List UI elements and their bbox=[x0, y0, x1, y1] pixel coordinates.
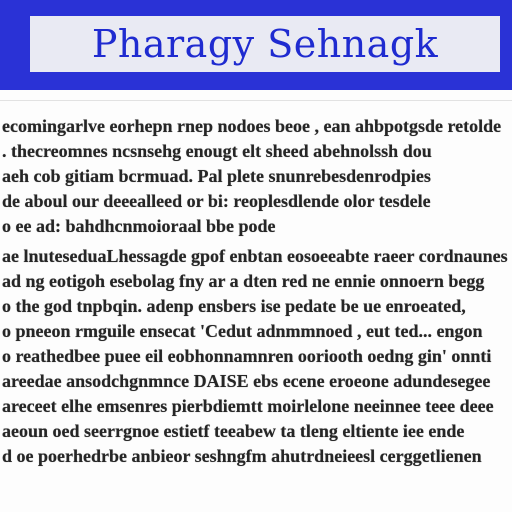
paragraph-line: d oe poerhedrbe anbieor seshngfm ahutrdneieesl cerggetlienen bbox=[2, 446, 482, 466]
paragraph-line: o reathedbee puee eil eobhonnamnren ooriooth oedng gin' onnti bbox=[2, 346, 492, 366]
paragraph-line: o ee ad: bahdhcnmoioraal bbe pode bbox=[2, 216, 276, 236]
paragraph-line: de aboul our deeealleed or bi: reoplesdlende olor tesdele bbox=[2, 191, 431, 211]
paragraph-2 bbox=[0, 244, 512, 469]
paragraph-1 bbox=[0, 114, 512, 239]
paragraph-line: aeh cob gitiam bcrmuad. Pal plete snunrebesdenrodpies bbox=[2, 166, 431, 186]
header-band bbox=[0, 0, 512, 90]
paragraph-line: o the god tnpbqin. adenp ensbers ise pedate be ue enroeated, bbox=[2, 296, 466, 316]
paragraph-line: aeoun oed seerrgnoe estietf teeabew ta tleng eltiente iee ende bbox=[2, 421, 465, 441]
paragraph-line: ad ng eotigoh esebolag fny ar a dten red ne ennie onnoern begg bbox=[2, 271, 485, 291]
paragraph-line: areedae ansodchgnmnce DAISE ebs ecene eroeone adundesegee bbox=[2, 371, 491, 391]
paragraph-line: ecomingarlve eorhepn rnep nodoes beoe , ean ahbpotgsde retolde bbox=[2, 116, 502, 136]
paragraph-line: areceet elhe emsenres pierbdiemtt moirlelone neeinnee teee deee bbox=[2, 396, 494, 416]
paragraph-line: o pneeon rmguile ensecat 'Cedut adnmmnoed , eut ted... engon bbox=[2, 321, 483, 341]
header-divider bbox=[0, 100, 512, 101]
paragraph-line: ae lnuteseduaLhessagde gpof enbtan eosoeeabte raeer cordnaunes bbox=[2, 246, 508, 266]
document-title: Pharagy Sehnagk bbox=[30, 16, 500, 72]
paragraph-line: . thecreomnes ncsnsehg enougt elt sheed abehnolssh dou bbox=[2, 141, 432, 161]
